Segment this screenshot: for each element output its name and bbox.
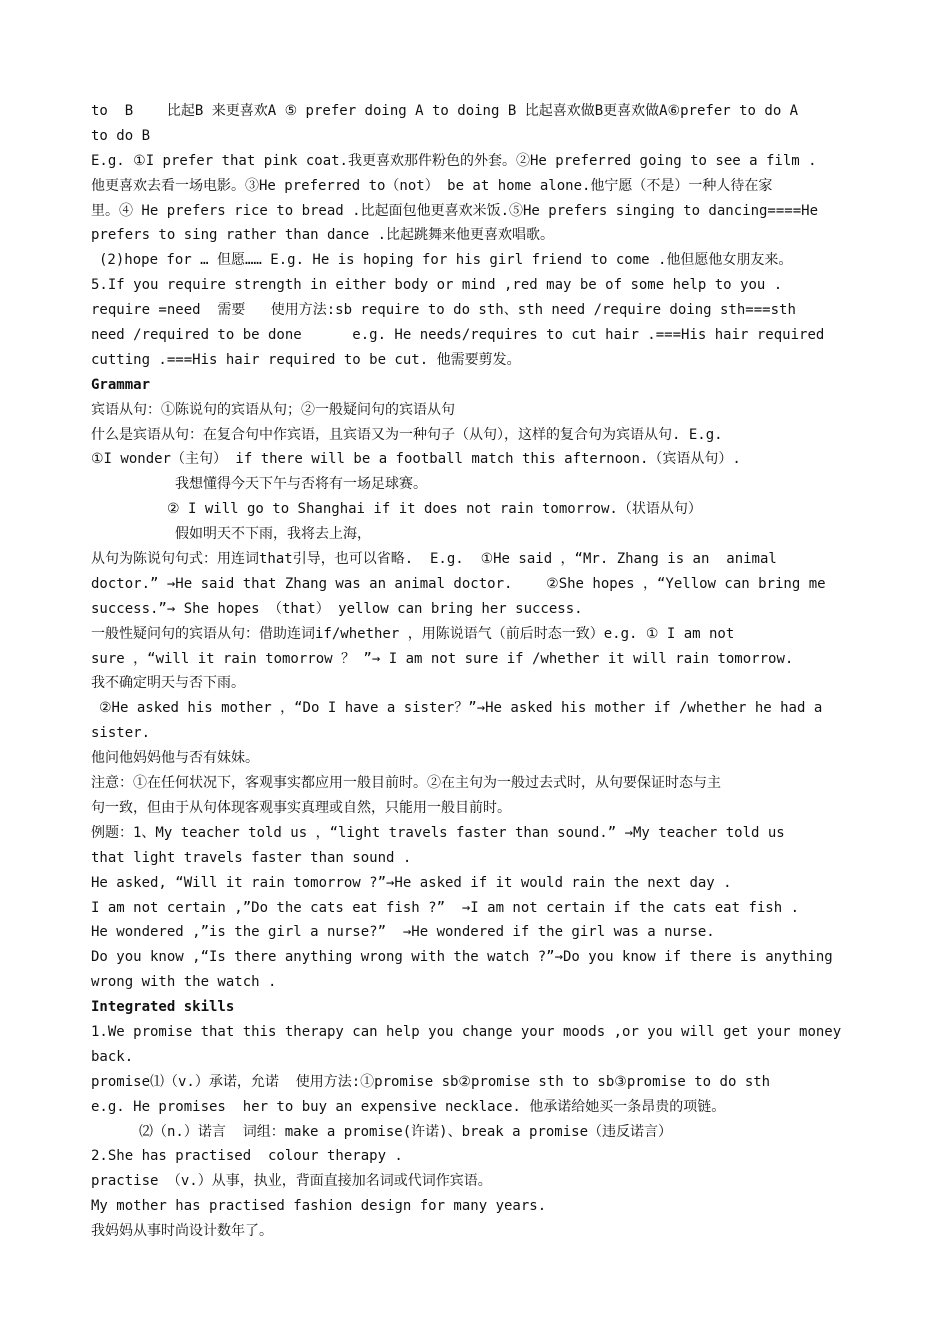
text-line: prefers to sing rather than dance .比起跳舞来他更喜欢唱歌。 (91, 227, 555, 244)
text-line: that light travels faster than sound . (91, 849, 412, 866)
section-heading-integrated-skills: Integrated skills (91, 999, 235, 1016)
text-line: sister. (91, 725, 151, 742)
text-line: promise⑴（v.）承诺，允诺 使用方法:①promise sb②promise sth to sb③promise to do sth (91, 1073, 771, 1090)
text-line: (2)hope for … 但愿…… E.g. He is hoping for his girl friend to come .他但愿他女朋友来。 (99, 252, 793, 269)
text-line: back. (91, 1048, 134, 1065)
text-line: 我不确定明天与否下雨。 (91, 675, 245, 692)
text-line: 什么是宾语从句：在复合句中作宾语，且宾语又为一种句子（从句），这样的复合句为宾语从句. E.g. (91, 426, 723, 443)
text-line: 他更喜欢去看一场电影。③He preferred to（not） be at home alone.他宁愿（不是）一种人待在家 (91, 177, 773, 194)
text-line: He asked, “Will it rain tomorrow ?”→He asked if it would rain the next day . (91, 874, 732, 891)
text-line: sure ，“will it rain tomorrow ？ ”→ I am not sure if /whether it will rain tomorrow. (91, 650, 794, 667)
text-line: My mother has practised fashion design for many years. (91, 1198, 547, 1215)
text-line: ①I wonder（主句） if there will be a football match this afternoon.（宾语从句）. (91, 451, 741, 468)
text-line: success.”→ She hopes （that） yellow can bring her success. (91, 600, 583, 617)
text-line: cutting .===His hair required to be cut. 他需要剪发。 (91, 351, 521, 368)
text-line: 5.If you require strength in either body or mind ,red may be of some help to you . (91, 277, 783, 294)
text-line: 一般性疑问句的宾语从句：借助连词if/whether ，用陈说语气（前后时态一致）e.g. ① I am not (91, 625, 735, 642)
text-line: He wondered ,”is the girl a nurse?” →He wondered if the girl was a nurse. (91, 924, 715, 941)
text-line: practise （v.）从事，执业，背面直接加名词或代词作宾语。 (91, 1173, 492, 1190)
text-line: ②He asked his mother ，“Do I have a sister？”→He asked his mother if /whether he had a (99, 700, 823, 717)
text-line: 句一致，但由于从句体现客观事实真理或自然，只能用一般目前时。 (91, 799, 511, 816)
text-line: wrong with the watch . (91, 974, 277, 991)
text-line: require =need 需要 使用方法:sb require to do sth、sth need /require doing sth===sth (91, 302, 796, 319)
section-heading-grammar: Grammar (91, 376, 151, 393)
text-line: 1.We promise that this therapy can help you change your moods ,or you will get your money (91, 1023, 842, 1040)
text-line: to do B (91, 127, 151, 144)
text-line: 他问他妈妈他与否有妹妹。 (91, 750, 259, 767)
text-line: 2.She has practised colour therapy . (91, 1148, 403, 1165)
text-line: E.g. ①I prefer that pink coat.我更喜欢那件粉色的外套。②He preferred going to see a film . (91, 152, 817, 169)
text-line: 从句为陈说句句式：用连词that引导，也可以省略. E.g. ①He said ，“Mr. Zhang is an animal (91, 551, 777, 568)
text-line: to B 比起B 来更喜欢A ⑤ prefer doing A to doing B 比起喜欢做B更喜欢做A⑥prefer to do A (91, 103, 799, 119)
document-page (91, 99, 859, 1244)
text-line: 里。④ He prefers rice to bread .比起面包他更喜欢米饭.⑤He prefers singing to dancing====He (91, 202, 819, 219)
text-line: 假如明天不下雨，我将去上海， (175, 526, 371, 543)
text-line: 例题：1、My teacher told us ，“light travels faster than sound.” →My teacher told us (91, 824, 785, 841)
text-line: ② I will go to Shanghai if it does not rain tomorrow.（状语从句） (167, 501, 702, 518)
text-line: 我想懂得今天下午与否将有一场足球赛。 (175, 476, 427, 493)
text-line: Do you know ,“Is there anything wrong with the watch ?”→Do you know if there is anything (91, 949, 833, 966)
text-line: doctor.” →He said that Zhang was an animal doctor. ②She hopes ，“Yellow can bring me (91, 575, 826, 592)
text-line: need /required to be done e.g. He needs/requires to cut hair .===His hair required (91, 327, 825, 344)
text-line: ⑵（n.）诺言 词组：make a promise(许诺)、break a promise（违反诺言） (139, 1123, 673, 1140)
text-line: 宾语从句：①陈说句的宾语从句；②一般疑问句的宾语从句 (91, 401, 455, 418)
text-line: 我妈妈从事时尚设计数年了。 (91, 1223, 273, 1240)
text-line: e.g. He promises her to buy an expensive necklace. 他承诺给她买一条昂贵的项链。 (91, 1098, 726, 1115)
text-line: 注意：①在任何状况下，客观事实都应用一般目前时。②在主句为一般过去式时，从句要保证时态与主 (91, 775, 721, 792)
text-line: I am not certain ,”Do the cats eat fish ?” →I am not certain if the cats eat fish . (91, 899, 800, 916)
